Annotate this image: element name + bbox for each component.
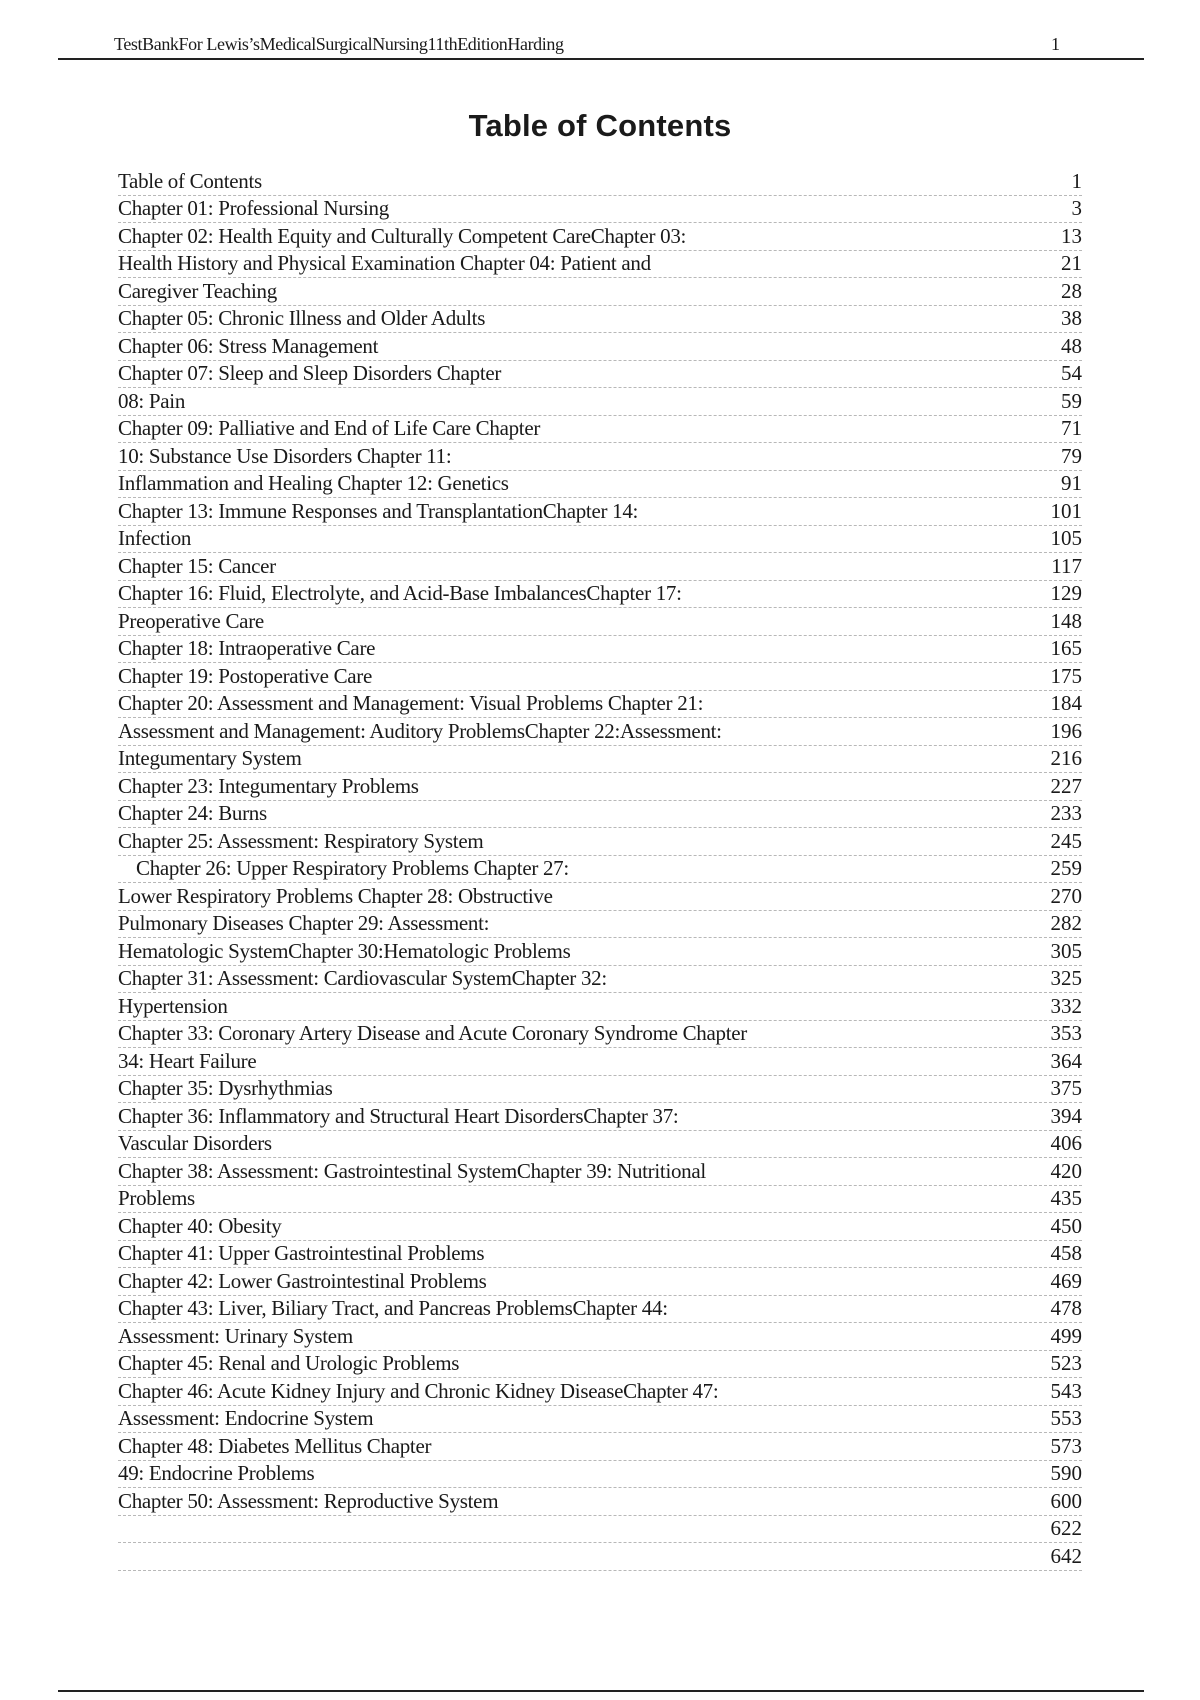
toc-entry-page: 245 xyxy=(1050,828,1082,853)
toc-entry-title: 34: Heart Failure xyxy=(118,1048,257,1073)
toc-entry[interactable] xyxy=(118,1433,1082,1461)
toc-entry[interactable] xyxy=(118,223,1082,251)
toc-entry-page: 600 xyxy=(1050,1488,1082,1513)
toc-entry-title: Assessment and Management: Auditory ProblemsChapter 22:Assessment: xyxy=(118,718,722,743)
toc-entry-page: 282 xyxy=(1050,911,1082,935)
toc-entry-title: Problems xyxy=(118,1186,195,1210)
toc-entry-title: Lower Respiratory Problems Chapter 28: Obstructive xyxy=(118,883,553,908)
page-header xyxy=(58,32,1144,60)
toc-entry[interactable] xyxy=(118,1048,1082,1076)
toc-entry-page: 175 xyxy=(1050,663,1082,688)
toc-entry[interactable] xyxy=(118,663,1082,691)
toc-entry-title: Table of Contents xyxy=(118,168,262,193)
toc-entry[interactable] xyxy=(118,1213,1082,1241)
toc-entry[interactable] xyxy=(118,526,1082,554)
toc-entry-page: 305 xyxy=(1050,938,1082,963)
toc-heading: Table of Contents xyxy=(468,108,732,143)
toc-entry-page: 1 xyxy=(1071,168,1082,193)
toc-entry[interactable] xyxy=(118,1268,1082,1296)
toc-entry[interactable] xyxy=(118,333,1082,361)
toc-entry-page: 458 xyxy=(1050,1241,1082,1265)
toc-entry[interactable] xyxy=(118,746,1082,774)
toc-entry-page: 79 xyxy=(1061,443,1082,468)
toc-entry-page: 573 xyxy=(1050,1433,1082,1458)
toc-entry-page: 270 xyxy=(1050,883,1082,908)
toc-entry-page: 184 xyxy=(1050,691,1082,715)
toc-entry[interactable] xyxy=(118,1241,1082,1269)
toc-entry[interactable] xyxy=(118,1076,1082,1104)
toc-entry-page: 642 xyxy=(1050,1543,1082,1568)
toc-entry[interactable] xyxy=(118,883,1082,911)
toc-entry[interactable] xyxy=(118,691,1082,719)
toc-entry-page: 148 xyxy=(1050,608,1082,633)
toc-entry-title: Chapter 42: Lower Gastrointestinal Problems xyxy=(118,1268,487,1293)
toc-entry[interactable] xyxy=(118,1378,1082,1406)
header-page-number: 1 xyxy=(1051,34,1060,54)
toc-entry-page: 196 xyxy=(1050,718,1082,743)
toc-entry-title: Chapter 19: Postoperative Care xyxy=(118,663,373,688)
toc-entry-title: 10: Substance Use Disorders Chapter 11: xyxy=(118,443,452,468)
toc-entry[interactable] xyxy=(118,1021,1082,1049)
toc-entry-page: 450 xyxy=(1050,1213,1082,1238)
toc-entry[interactable] xyxy=(118,443,1082,471)
toc-entry-title: Infection xyxy=(118,526,192,550)
toc-entry-page: 523 xyxy=(1050,1351,1082,1375)
toc-entry-page: 233 xyxy=(1050,801,1082,825)
toc-entry-page: 394 xyxy=(1050,1103,1082,1128)
toc-entry-title: Health History and Physical Examination Chapter 04: Patient and xyxy=(118,251,651,275)
toc-entry-page: 478 xyxy=(1050,1296,1082,1320)
toc-entry-page: 91 xyxy=(1061,471,1082,495)
toc-entry[interactable] xyxy=(118,416,1082,444)
toc-entry[interactable] xyxy=(118,938,1082,966)
toc-entry-page: 117 xyxy=(1051,553,1082,578)
toc-entry[interactable] xyxy=(118,1131,1082,1159)
toc-entry-page: 375 xyxy=(1050,1076,1082,1100)
toc-entry[interactable] xyxy=(118,608,1082,636)
toc-entry-title: Chapter 48: Diabetes Mellitus Chapter xyxy=(118,1433,432,1458)
toc-entry[interactable] xyxy=(118,1516,1082,1544)
toc-entry-title: Inflammation and Healing Chapter 12: Genetics xyxy=(118,471,509,495)
toc-entry[interactable] xyxy=(118,251,1082,279)
toc-entry-title: Chapter 33: Coronary Artery Disease and Acute Coronary Syndrome Chapter xyxy=(118,1021,747,1045)
toc-entry-title: Chapter 23: Integumentary Problems xyxy=(118,773,419,798)
toc-entry[interactable] xyxy=(118,1323,1082,1351)
toc-entry-page: 101 xyxy=(1050,498,1082,523)
toc-entry[interactable] xyxy=(118,553,1082,581)
toc-entry[interactable] xyxy=(118,196,1082,224)
toc-entry-title: Chapter 18: Intraoperative Care xyxy=(118,636,376,660)
toc-entry[interactable] xyxy=(118,1543,1082,1571)
toc-entry-title: Chapter 20: Assessment and Management: Visual Problems Chapter 21: xyxy=(118,691,704,715)
toc-entry-title: 08: Pain xyxy=(118,388,186,413)
toc-entry-title: Chapter 31: Assessment: Cardiovascular SystemChapter 32: xyxy=(118,966,607,990)
toc-entry-title: Preoperative Care xyxy=(118,608,264,633)
toc-entry[interactable] xyxy=(118,471,1082,499)
toc-entry-title: Chapter 02: Health Equity and Culturally Competent CareChapter 03: xyxy=(118,223,687,248)
toc-entry[interactable] xyxy=(118,306,1082,334)
toc-entry-page: 332 xyxy=(1050,993,1082,1018)
toc-entry-page: 38 xyxy=(1061,306,1082,330)
toc-entry[interactable] xyxy=(118,718,1082,746)
toc-entry-page: 59 xyxy=(1061,388,1082,413)
toc-entry-title: Hypertension xyxy=(118,993,228,1018)
page-footer-rule xyxy=(58,1690,1144,1692)
header-document-title: TestBankFor Lewis’sMedicalSurgicalNursing11thEditionHarding xyxy=(114,34,564,54)
toc-entry-page: 129 xyxy=(1050,581,1082,605)
toc-entry[interactable] xyxy=(118,828,1082,856)
toc-entry-page: 216 xyxy=(1050,746,1082,770)
toc-entry-page: 13 xyxy=(1061,223,1082,248)
toc-entry[interactable] xyxy=(118,581,1082,609)
toc-entry-title: Chapter 43: Liver, Biliary Tract, and Pancreas ProblemsChapter 44: xyxy=(118,1296,668,1320)
toc-entry[interactable] xyxy=(118,636,1082,664)
toc-entry-page: 54 xyxy=(1061,361,1082,385)
toc-entry-title: Assessment: Urinary System xyxy=(118,1323,353,1348)
toc-entry[interactable] xyxy=(118,278,1082,306)
toc-entry[interactable] xyxy=(118,911,1082,939)
toc-entry[interactable] xyxy=(118,361,1082,389)
toc-list xyxy=(118,168,1082,1571)
toc-entry[interactable] xyxy=(118,1406,1082,1434)
toc-entry-page: 435 xyxy=(1050,1186,1082,1210)
toc-entry-page: 28 xyxy=(1061,278,1082,303)
toc-entry-title: Chapter 07: Sleep and Sleep Disorders Chapter xyxy=(118,361,502,385)
toc-entry-title: Caregiver Teaching xyxy=(118,278,277,303)
toc-entry-title: 49: Endocrine Problems xyxy=(118,1461,315,1485)
toc-entry-title: Vascular Disorders xyxy=(118,1131,272,1155)
toc-entry-title: Chapter 46: Acute Kidney Injury and Chronic Kidney DiseaseChapter 47: xyxy=(118,1378,719,1403)
toc-entry[interactable] xyxy=(118,168,1082,196)
toc-entry-title: Chapter 50: Assessment: Reproductive System xyxy=(118,1488,499,1513)
toc-entry-title: Chapter 26: Upper Respiratory Problems Chapter 27: xyxy=(136,856,569,880)
toc-entry-title: Hematologic SystemChapter 30:Hematologic Problems xyxy=(118,938,571,963)
toc-entry-title: Integumentary System xyxy=(118,746,302,770)
toc-entry-title: Chapter 24: Burns xyxy=(118,801,267,825)
toc-entry[interactable] xyxy=(118,1351,1082,1379)
toc-entry-page: 325 xyxy=(1050,966,1082,990)
toc-entry-title: Chapter 38: Assessment: Gastrointestinal SystemChapter 39: Nutritional xyxy=(118,1158,706,1183)
toc-entry-title: Assessment: Endocrine System xyxy=(118,1406,374,1430)
toc-entry-title: Chapter 01: Professional Nursing xyxy=(118,196,389,220)
toc-entry-title: Chapter 15: Cancer xyxy=(118,553,276,578)
toc-entry-title: Chapter 05: Chronic Illness and Older Adults xyxy=(118,306,486,330)
toc-entry[interactable] xyxy=(118,856,1082,884)
toc-entry[interactable] xyxy=(118,1158,1082,1186)
toc-entry-page: 420 xyxy=(1050,1158,1082,1183)
toc-entry[interactable] xyxy=(118,498,1082,526)
toc-entry-title: Chapter 41: Upper Gastrointestinal Problems xyxy=(118,1241,485,1265)
toc-entry-title: Chapter 16: Fluid, Electrolyte, and Acid-Base ImbalancesChapter 17: xyxy=(118,581,682,605)
toc-entry-title: Chapter 25: Assessment: Respiratory System xyxy=(118,828,484,853)
toc-entry-page: 3 xyxy=(1071,196,1082,220)
toc-entry-title: Chapter 06: Stress Management xyxy=(118,333,379,358)
toc-entry-page: 622 xyxy=(1050,1516,1082,1540)
toc-entry-page: 553 xyxy=(1050,1406,1082,1430)
toc-entry-page: 353 xyxy=(1050,1021,1082,1045)
toc-entry-page: 364 xyxy=(1050,1048,1082,1073)
toc-entry[interactable] xyxy=(118,1186,1082,1214)
toc-entry-title: Chapter 13: Immune Responses and TransplantationChapter 14: xyxy=(118,498,639,523)
toc-entry-title: Chapter 45: Renal and Urologic Problems xyxy=(118,1351,460,1375)
toc-entry[interactable] xyxy=(118,966,1082,994)
toc-entry-page: 543 xyxy=(1050,1378,1082,1403)
toc-entry[interactable] xyxy=(118,1296,1082,1324)
toc-entry-page: 406 xyxy=(1050,1131,1082,1155)
toc-entry-page: 590 xyxy=(1050,1461,1082,1485)
toc-entry-page: 469 xyxy=(1050,1268,1082,1293)
toc-entry-title: Chapter 35: Dysrhythmias xyxy=(118,1076,333,1100)
toc-entry-page: 71 xyxy=(1061,416,1082,440)
toc-entry[interactable] xyxy=(118,1488,1082,1516)
toc-entry[interactable] xyxy=(118,993,1082,1021)
toc-entry-page: 21 xyxy=(1061,251,1082,275)
toc-entry-title: Chapter 36: Inflammatory and Structural Heart DisordersChapter 37: xyxy=(118,1103,679,1128)
toc-entry-page: 165 xyxy=(1050,636,1082,660)
toc-entry-title: Chapter 09: Palliative and End of Life Care Chapter xyxy=(118,416,541,440)
toc-entry[interactable] xyxy=(118,388,1082,416)
toc-entry-page: 105 xyxy=(1050,526,1082,550)
toc-entry[interactable] xyxy=(118,1103,1082,1131)
toc-entry-title: Chapter 40: Obesity xyxy=(118,1213,282,1238)
toc-entry-page: 259 xyxy=(1050,856,1082,880)
toc-entry[interactable] xyxy=(118,773,1082,801)
toc-entry-page: 499 xyxy=(1050,1323,1082,1348)
toc-entry[interactable] xyxy=(118,1461,1082,1489)
toc-entry[interactable] xyxy=(118,801,1082,829)
toc-entry-title: Pulmonary Diseases Chapter 29: Assessment: xyxy=(118,911,490,935)
toc-entry-page: 48 xyxy=(1061,333,1082,358)
toc-entry-page: 227 xyxy=(1050,773,1082,798)
